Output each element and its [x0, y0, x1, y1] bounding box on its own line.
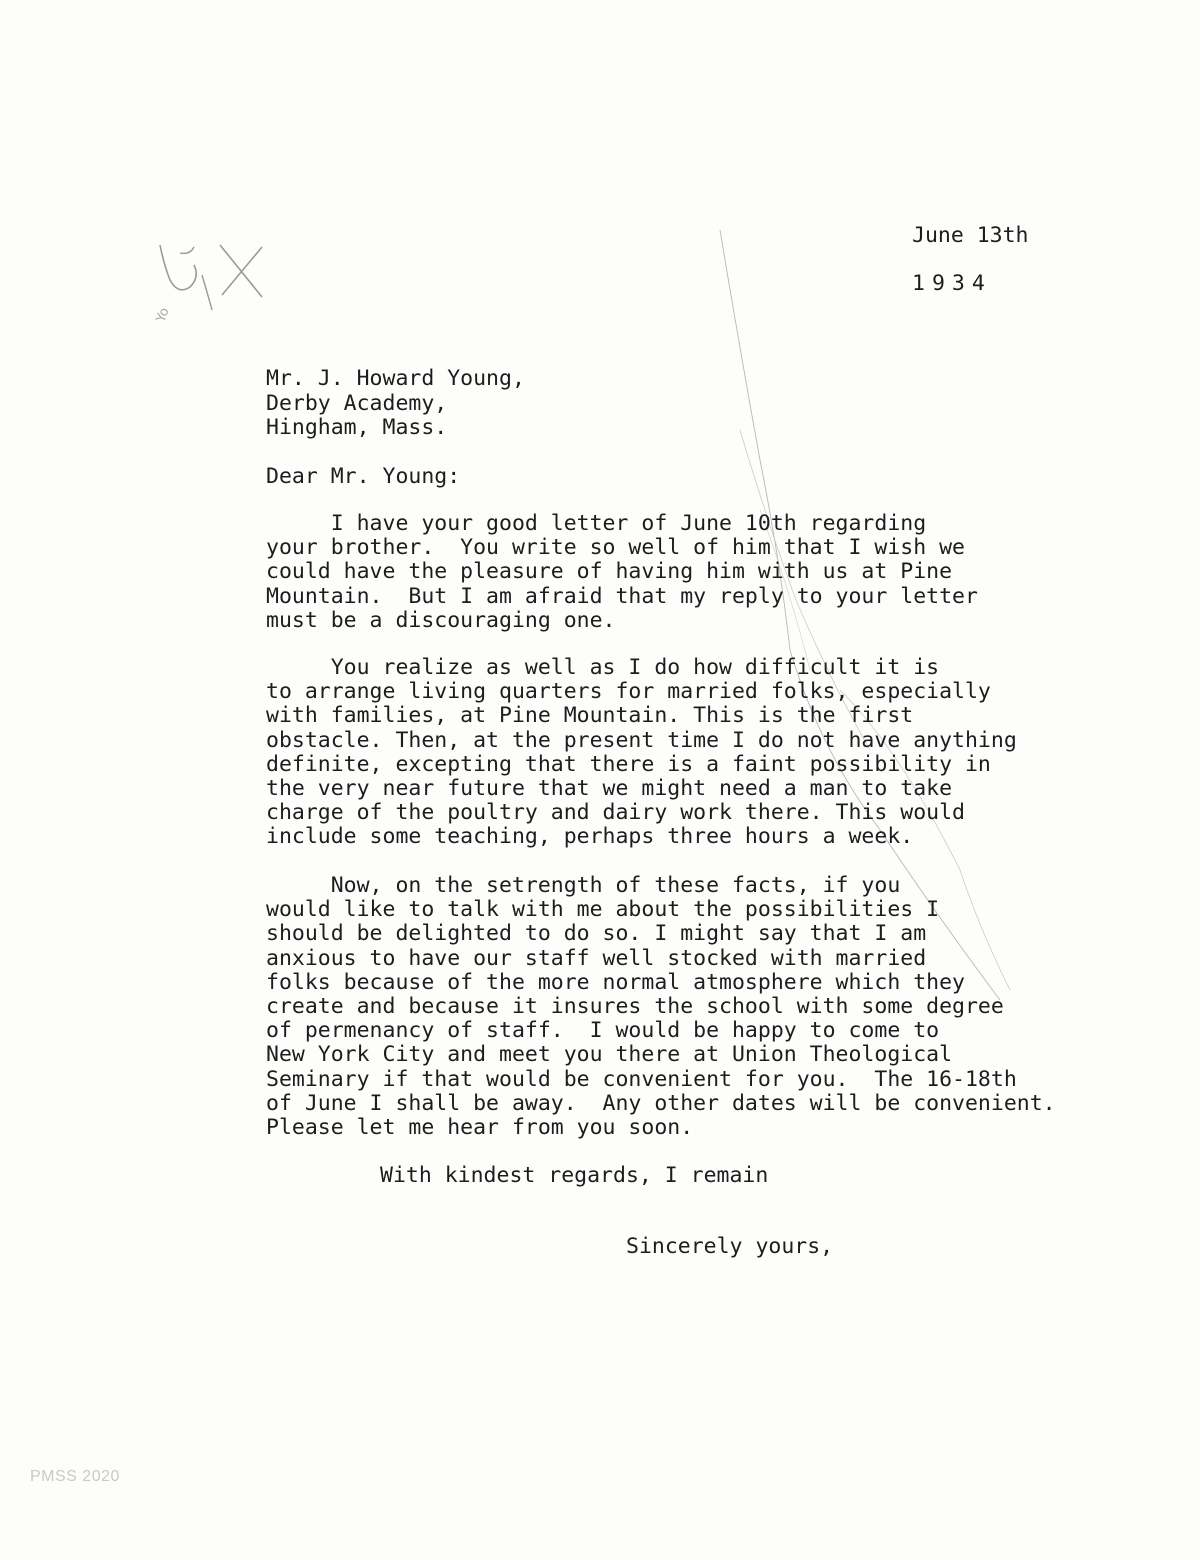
archive-watermark: PMSS 2020 [30, 1468, 120, 1485]
paragraph-line: I have your good letter of June 10th regarding [266, 511, 927, 536]
paragraph-line: of permenancy of staff. I would be happy to come to [266, 1018, 940, 1044]
salutation: Dear Mr. Young: [266, 464, 461, 489]
closing-line: With kindest regards, I remain [380, 1163, 769, 1188]
paragraph-line: with families, at Pine Mountain. This is the first [266, 703, 914, 729]
recipient-institution: Derby Academy, [266, 391, 448, 416]
paragraph-line: Mountain. But I am afraid that my reply to your letter [266, 583, 978, 609]
paragraph-line: the very near future that we might need a man to take [266, 775, 953, 801]
paragraph-line: Seminary if that would be convenient for you. The 16-18th [266, 1066, 1017, 1092]
paragraph-line: include some teaching, perhaps three hours a week. [266, 824, 914, 850]
paragraph-line: Please let me hear from you soon. [266, 1114, 694, 1140]
paragraph-line: must be a discouraging one. [266, 607, 616, 633]
paragraph-line: obstacle. Then, at the present time I do not have anything [266, 727, 1017, 753]
signoff: Sincerely yours, [626, 1234, 834, 1259]
paragraph-line: your brother. You write so well of him that I wish we [266, 535, 965, 561]
paragraph-line: New York City and meet you there at Union Theological [266, 1042, 953, 1068]
paragraph-line: definite, excepting that there is a faint possibility in [266, 751, 991, 777]
paragraph-line: to arrange living quarters for married folks, especially [266, 679, 991, 705]
paragraph-line: folks because of the more normal atmosphere which they [266, 969, 965, 995]
paragraph-line: could have the pleasure of having him with us at Pine [266, 559, 953, 585]
paragraph-line: anxious to have our staff well stocked with married [266, 945, 927, 971]
paragraph-line: create and because it insures the school with some degree [266, 993, 1004, 1019]
letter-date-year: 1934 [912, 271, 992, 296]
body-paragraph-2 [266, 656, 1017, 850]
paragraph-line: You realize as well as I do how difficult it is [266, 655, 940, 680]
recipient-name: Mr. J. Howard Young, [266, 366, 525, 391]
recipient-city: Hingham, Mass. [266, 415, 448, 440]
paragraph-line: would like to talk with me about the possibilities I [266, 897, 940, 923]
paragraph-line: should be delighted to do so. I might say that I am [266, 921, 927, 947]
paragraph-line: Now, on the setrength of these facts, if you [266, 873, 901, 898]
body-paragraph-1 [266, 512, 978, 633]
letter-date-month: June 13th [912, 223, 1029, 248]
paragraph-line: of June I shall be away. Any other dates will be convenient. [266, 1090, 1056, 1116]
pencil-note: Yo [153, 305, 173, 325]
body-paragraph-3 [266, 874, 1056, 1140]
paragraph-line: charge of the poultry and dairy work there. This would [266, 800, 965, 826]
pencil-annotation [150, 225, 275, 325]
